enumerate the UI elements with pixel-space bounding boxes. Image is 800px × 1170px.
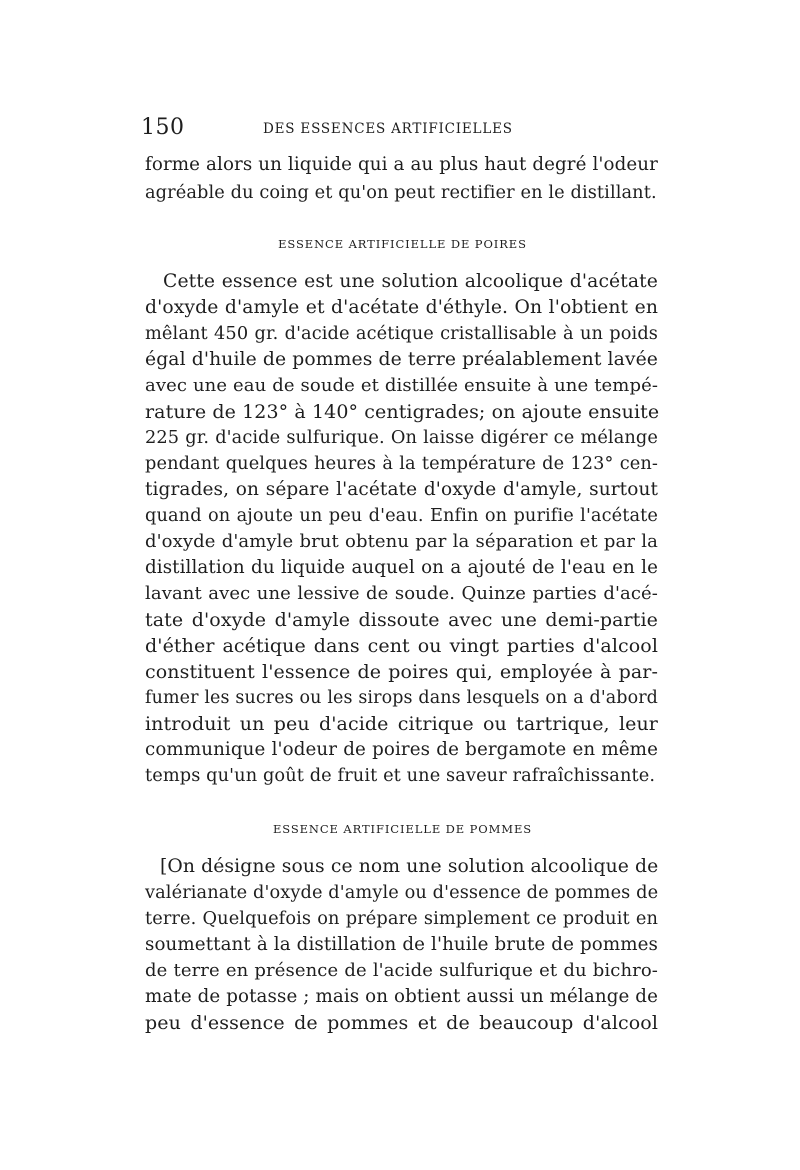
running-head: [141, 114, 660, 144]
paragraph-line: fumer les sucres ou les sirops dans lesquels on a d'abord: [145, 688, 658, 708]
paragraph-line: soumettant à la distillation de l'huile brute de pommes: [145, 934, 658, 955]
paragraph-line: temps qu'un goût de fruit et une saveur rafraîchissante.: [145, 766, 656, 786]
running-title: DES ESSENCES ARTIFICIELLES: [263, 121, 513, 137]
paragraph-line: constituent l'essence de poires qui, employée à par-: [145, 661, 658, 683]
paragraph-line: lavant avec une lessive de soude. Quinze parties d'acé-: [145, 583, 658, 604]
paragraph-line: 225 gr. d'acide sulfurique. On laisse digérer ce mélange: [145, 428, 658, 448]
paragraph-line: avec une eau de soude et distillée ensuite à une tempé-: [145, 375, 658, 396]
paragraph-line: tigrades, on sépare l'acétate d'oxyde d'amyle, surtout: [145, 479, 658, 500]
paragraph-line: mate de potasse ; mais on obtient aussi un mélange de: [145, 986, 658, 1007]
paragraph-line: d'oxyde d'amyle et d'acétate d'éthyle. On l'obtient en: [145, 297, 658, 318]
page-number: 150: [141, 115, 185, 140]
paragraph-line: rature de 123° à 140° centigrades; on ajoute ensuite: [145, 401, 660, 423]
paragraph-line: Cette essence est une solution alcoolique d'acétate: [163, 271, 658, 292]
paragraph-line: distillation du liquide auquel on a ajouté de l'eau en le: [145, 557, 658, 578]
paragraph-line: terre. Quelquefois on prépare simplement ce produit en: [145, 909, 658, 929]
intro-line: forme alors un liquide qui a au plus haut degré l'odeur: [145, 154, 658, 175]
paragraph-line: de terre en présence de l'acide sulfurique et du bichro-: [145, 960, 658, 981]
section-heading-pommes: ESSENCE ARTIFICIELLE DE POMMES: [272, 822, 533, 836]
paragraph-line: communique l'odeur de poires de bergamote en même: [145, 739, 658, 760]
paragraph-line: égal d'huile de pommes de terre préalablement lavée: [145, 349, 658, 370]
paragraph-line: mêlant 450 gr. d'acide acétique cristallisable à un poids: [145, 324, 658, 344]
paragraph-line: d'oxyde d'amyle brut obtenu par la séparation et par la: [145, 531, 658, 552]
intro-line: agréable du coing et qu'on peut rectifier en le distillant.: [145, 183, 657, 203]
paragraph-line: pendant quelques heures à la température de 123° cen-: [145, 454, 658, 474]
paragraph-line: [On désigne sous ce nom une solution alcoolique de: [160, 856, 659, 877]
section-heading-poires: ESSENCE ARTIFICIELLE DE POIRES: [278, 237, 527, 251]
paragraph-line: tate d'oxyde d'amyle dissoute avec une demi-partie: [145, 609, 658, 631]
paragraph-line: quand on ajoute un peu d'eau. Enfin on purifie l'acétate: [145, 506, 658, 526]
paragraph-line: valérianate d'oxyde d'amyle ou d'essence de pommes de: [145, 883, 659, 903]
paragraph-line: introduit un peu d'acide citrique ou tartrique, leur: [145, 713, 658, 735]
paragraph-line: d'éther acétique dans cent ou vingt parties d'alcool: [145, 635, 658, 657]
paragraph-line: peu d'essence de pommes et de beaucoup d'alcool: [145, 1012, 658, 1034]
